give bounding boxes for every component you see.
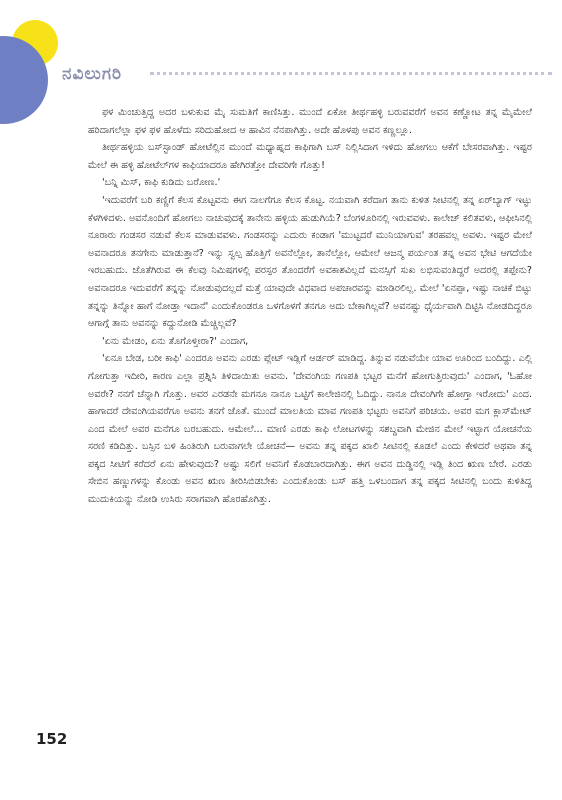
paragraph: ಫಳ ಮಿಂಚುತ್ತಿದ್ದ ಅದರ ಬಳುಕುವ ಮೈ ಸುಮತಿಗೆ ಕಾಣಿಸಿತ್ತು. ಮುಂದೆ ಏಕೋ ತೀರ್ಥಹಳ್ಳಿ ಬರುವವರೆಗೆ ಅವನ ಕಣ್ಣೋಟ ತನ್ನ ಮೈಮೇಲೆ ಹರಿದಾಗಲೆಲ್ಲಾ ಫಳ ಫಳ ಹೊಳೆದು ಸರಿದುಹೋದ ಆ ಹಾವಿನ ನೆನಪಾಗಿತ್ತು. ಅದೇ ಹೊಳಪು ಅವನ ಕಣ್ಣಲ್ಲೂ.	[88, 107, 532, 136]
header-dotted-rule	[150, 72, 552, 75]
paragraph: 'ಏನೂ ಬೇಡ, ಬರೀ ಕಾಫಿ' ಎಂದರೂ ಅವನು ಎರಡು ಪ್ಲೇಟ್ ಇಡ್ಲಿಗೆ ಆರ್ಡರ್ ಮಾಡಿದ್ದ. ತಿನ್ನುವ ನಡುವೆಯೇ ಯಾವ ಊರಿಂದ ಬಂದಿದ್ದು. ಎಲ್ಲಿ ಗೋಗುತ್ತಾ ಇದೀರಿ, ಕಾರಣ ಎಲ್ಲಾ ಪ್ರಶ್ನಿಸಿ ತಿಳಿದಾಯಿತು ಅವನು. 'ದೇವಂಗಿಯ ಗಣಪತಿ ಭಟ್ಟರ ಮನೆಗೆ ಹೋಗುತ್ತಿರುವುದು' ಎಂದಾಗ, 'ಓಹೋ ಅವರೇ? ನನಗೆ ಚೆನ್ನಾಗಿ ಗೊತ್ತು. ಅವರ ಎರಡನೇ ಮಗನೂ ನಾನೂ ಒಟ್ಟಿಗೆ ಕಾಲೇಜಿನಲ್ಲಿ ಓದಿದ್ದು. ನಾನೂ ದೇವಂಗಿಗೇ ಹೋಗ್ತಾ ಇರೋದು' ಎಂದ. ಹಾಗಾದರೆ ದೇವಂಗಿಯವರೆಗೂ ಅವನು ತನಗೆ ಜೊತೆ. ಮುಂದೆ ಮಾಲತಿಯ ಮಾವ ಗಣಪತಿ ಭಟ್ಟರು ಅವನಿಗೆ ಪರಿಚಯ. ಅವರ ಮಗ ಕ್ಲಾಸ್‌ಮೇಟ್ ಎಂದ ಮೇಲೆ ಅವರ ಮನೆಗೂ ಬರಬಹುದು. ಆಮೇಲೆ... ಮಾಣಿ ಎರಡು ಕಾಫಿ ಲೋಟಗಳನ್ನು ಸಶಬ್ದವಾಗಿ ಮೇಜಿನ ಮೇಲೆ ಇಟ್ಟಾಗ ಯೋಚನೆಯ ಸರಣಿ ಕಡಿದಿತ್ತು. ಬಸ್ಸಿನ ಬಳಿ ಹಿಂತಿರುಗಿ ಬರುವಾಗಲೇ ಯೋಚನೆ— ಅವನು ತನ್ನ ಪಕ್ಕದ ಖಾಲಿ ಸೀಟಿನಲ್ಲಿ ಕೂಡಲೆ ಎಂದು ಕೇಳಿದರೆ ಅಥವಾ ತನ್ನ ಪಕ್ಕದ ಸೀಟಿಗೆ ಕರೆದರೆ ಏನು ಹೇಳುವುದು? ಅಷ್ಟು ಸಲಿಗೆ ಅವನಿಗೆ ಕೊಡಬಾರದಾಗಿತ್ತು. ಈಗ ಅವನ ದುಡ್ಡಿನಲ್ಲಿ ಇಡ್ಲಿ ತಿಂದ ಋಣ ಬೇರೆ. ಎರಡು ಸೇಬಿನ ಹಣ್ಣುಗಳನ್ನು ಕೊಂಡು ಅವನ ಋಣ ತೀರಿಸಿಬಿಡಬೇಕು ಎಂದುಕೊಂಡು ಬಸ್ ಹತ್ತಿ ಒಳಬಂದಾಗ ತನ್ನ ಪಕ್ಕದ ಸೀಟಿನಲ್ಲಿ ಬಂದು ಕುಳಿತಿದ್ದ ಮುದುಕಿಯನ್ನು ನೋಡಿ ಉಸಿರು ಸರಾಗವಾಗಿ ಹೊರಹೊಗಿತ್ತು.	[88, 353, 532, 506]
paragraph: ತೀರ್ಥಹಳ್ಳಿಯ ಬಸ್‌ಸ್ಟಾಂಡ್ ಹೋಟೆಲ್ಲಿನ ಮುಂದೆ ಮಧ್ಯಾಹ್ನದ ಕಾಫಿಗಾಗಿ ಬಸ್ ನಿಲ್ಲಿಸಿದಾಗ ಇಳಿದು ಹೋಗಲು ಆಕೆಗೆ ಬೇಸರವಾಗಿತ್ತು. ಇಷ್ಟರ ಮೇಲೆ ಈ ಹಳ್ಳಿ ಹೋಟೆಲ್‌ಗಳ ಕಾಫಿಯಾದರೂ ಹೇಗಿರತ್ತೋ ದೇವರಿಗೇ ಗೊತ್ತು!	[88, 142, 532, 171]
paragraph: 'ಇದುವರೆಗೆ ಬರಿ ಕಣ್ಣಿಗೆ ಕೆಲಸ ಕೊಟ್ಟವನು ಈಗ ನಾಲಗೆಗೂ ಕೆಲಸ ಕೊಟ್ಟ. ನಯವಾಗಿ ಕರೆದಾಗ ತಾನು ಕುಳಿತ ಸೀಟಿನಲ್ಲಿ ತನ್ನ ಏರ್‌ಬ್ಯಾಗ್ ಇಟ್ಟು ಕೆಳಗಿಳಿದಳು. ಅವನೊಂದಿಗೆ ಹೋಗಲು ನಾಚುವುದಕ್ಕೆ ತಾನೇನು ಹಳ್ಳಿಯ ಹುಡುಗಿಯೆ? ಬೆಂಗಳೂರಿನಲ್ಲಿ ಇರುವವಳು. ಕಾಲೇಜ್ ಕಲಿತವಳು, ಆಫೀಸಿನಲ್ಲಿ ನೂರಾರು ಗಂಡಸರ ನಡುವೆ ಕೆಲಸ ಮಾಡುವವಳು. ಗಂಡಸರನ್ನು ಎದುರು ಕಂಡಾಗ 'ಮುಟ್ಟದರೆ ಮುನಿಯಾಗುವ' ತರಹವಲ್ಲ ಅವಳು. ಇಷ್ಟರ ಮೇಲೆ ಅವನಾದರೂ ತನಗೇನು ಮಾಡುತ್ತಾನೆ? ಇನ್ನು ಸ್ವಲ್ಪ ಹೊತ್ತಿಗೆ ಅವನೆಲ್ಲೋ, ತಾನೆಲ್ಲೋ, ಆಮೇಲೆ ಆಜನ್ಮ ಪರ್ಯಂತ ತನ್ನ ಅವನ ಭೇಟಿ ಆಗದೆಯೇ ಇರಬಹುದು. ಜೊತೆಗಿರುವ ಈ ಕೆಲವು ನಿಮಿಷಗಳಲ್ಲಿ ಪರಸ್ಪರ ತೊಂದರೆಗೆ ಅವಕಾಶವಿಲ್ಲದೆ ಮನಸ್ಸಿಗೆ ಸುಖ ಲಭಿಸುವಂತಿದ್ದರೆ ಅದರಲ್ಲಿ ತಪ್ಪೇನು? ಅವನಾದರೂ ಇದುವರೆಗೆ ತನ್ನನ್ನು ನೋಡುವುದಲ್ಲದೆ ಮತ್ತೆ ಯಾವುದೇ ವಿಧವಾದ ಅಪಚಾರವನ್ನು ಮಾಡಿರಲಿಲ್ಲ. ಮೇಲೆ 'ಏನಪ್ಪಾ, ಇಷ್ಟು ನಾಚಿಕೆ ಬಿಟ್ಟು ತನ್ನನ್ನು ತಿನ್ನೋ ಹಾಗೆ ನೋಡ್ತಾ ಇದಾನೆ' ಎಂದುಕೊಂಡರೂ ಒಳಗೊಳಗೆ ತನಗೂ ಅದು ಬೇಕಾಗಿಲ್ಲವೆ? ಅವನಷ್ಟು ಧೈರ್ಯವಾಗಿ ದಿಟ್ಟಿಸಿ ನೋಡದಿದ್ದರೂ ಆಗಾಗ್ಗೆ ತಾನು ಅವನನ್ನು ಕದ್ದುನೋಡಿ ಮೆಚ್ಚಿಲ್ಲವೆ?	[88, 194, 532, 330]
article-body	[88, 104, 532, 509]
paragraph: 'ಏನು ಮೇಡಂ, ಏನು ತೊಗೊಳ್ತೀರಾ?' ಎಂದಾಗ,	[102, 335, 249, 347]
running-header-title: ನವಿಲುಗರಿ	[62, 64, 123, 84]
page-number: 152	[36, 730, 68, 748]
paragraph: 'ಬನ್ನಿ ಮಿಸ್, ಕಾಫಿ ಕುಡಿದು ಬರೋಣ.'	[102, 177, 221, 189]
